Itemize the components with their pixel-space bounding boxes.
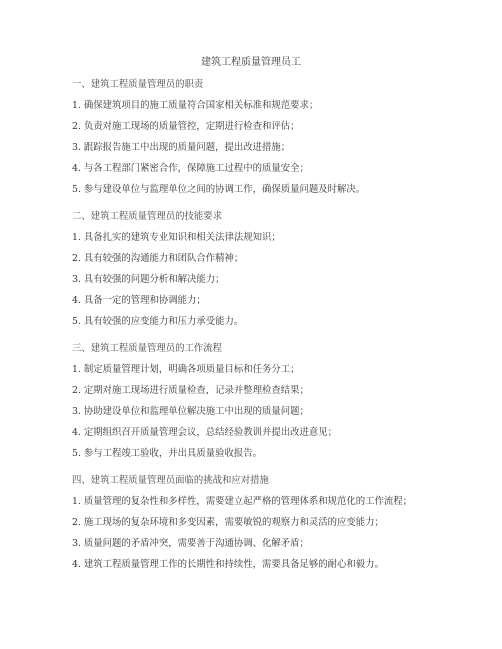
list-item: 1. 确保建筑项目的施工质量符合国家相关标准和规范要求； [72,100,319,111]
list-item: 4. 与各工程部门紧密合作，保障施工过程中的质量安全； [72,163,309,174]
section-heading: 一、建筑工程质量管理员的职责 [72,79,204,90]
list-item: 3. 跟踪报告施工中出现的质量问题，提出改进措施； [72,142,291,153]
list-item: 1. 质量管理的复杂性和多样性，需要建立起严格的管理体系和规范化的工作流程； [72,496,413,507]
section-heading: 二、建筑工程质量管理员的技能要求 [72,211,223,222]
list-item: 2. 具有较强的沟通能力和团队合作精神； [72,253,244,264]
list-item: 3. 质量问题的矛盾冲突，需要善于沟通协调、化解矛盾； [72,538,309,549]
list-item: 5. 参与建设单位与监理单位之间的协调工作，确保质量问题及时解决。 [72,184,366,195]
list-item: 2. 施工现场的复杂环境和多变因素，需要敏锐的观察力和灵活的应变能力； [72,517,384,528]
list-item: 5. 参与工程竣工验收，并出具质量验收报告。 [72,448,263,459]
list-item: 4. 定期组织召开质量管理会议，总结经验教训并提出改进意见； [72,427,338,438]
list-item: 3. 具有较强的问题分析和解决能力； [72,274,225,285]
section-heading: 三、建筑工程质量管理员的工作流程 [72,343,223,354]
section-heading: 四、建筑工程质量管理员面临的挑战和应对措施 [72,475,269,486]
list-item: 5. 具有较强的应变能力和压力承受能力。 [72,316,244,327]
list-item: 4. 具备一定的管理和协调能力； [72,295,206,306]
list-item: 3. 协助建设单位和监理单位解决施工中出现的质量问题； [72,406,309,417]
list-item: 2. 定期对施工现场进行质量检查，记录并整理检查结果； [72,385,309,396]
document-title: 建筑工程质量管理员工 [201,57,301,68]
list-item: 1. 具备扎实的建筑专业知识和相关法律法规知识； [72,232,281,243]
list-item: 1. 制定质量管理计划，明确各项质量目标和任务分工； [72,364,300,375]
list-item: 4. 建筑工程质量管理工作的长期性和持续性，需要具备足够的耐心和毅力。 [72,559,384,570]
list-item: 2. 负责对施工现场的质量管控，定期进行检查和评估； [72,121,300,132]
